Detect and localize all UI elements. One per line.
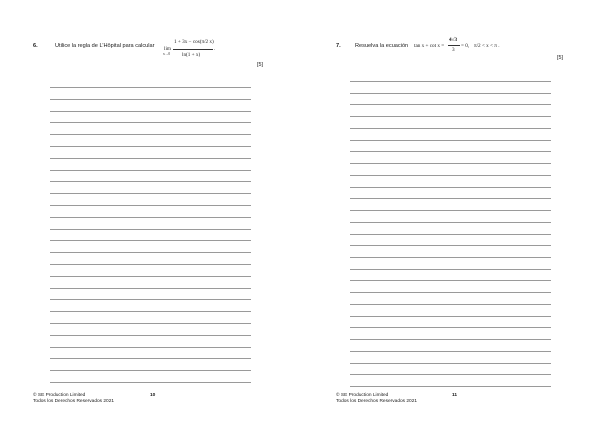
answer-line bbox=[350, 269, 551, 270]
question-text: Utilice la regla de L’Hôpital para calcular bbox=[55, 43, 155, 49]
answer-line bbox=[350, 292, 551, 293]
answer-line bbox=[350, 175, 551, 176]
answer-line bbox=[50, 158, 251, 159]
answer-line bbox=[50, 229, 251, 230]
answer-line bbox=[50, 276, 251, 277]
marks-label: [5] bbox=[257, 62, 263, 68]
answer-line bbox=[350, 210, 551, 211]
fraction-bar bbox=[448, 45, 460, 46]
answer-line bbox=[50, 205, 251, 206]
answer-line bbox=[350, 351, 551, 352]
answer-line bbox=[50, 382, 251, 383]
answer-lines bbox=[350, 81, 551, 386]
page-11 bbox=[300, 0, 600, 424]
answer-line bbox=[50, 134, 251, 135]
fraction-numerator: 1 + 3x − cos(π/2 x) bbox=[174, 39, 214, 45]
equation-numerator: 4√3 bbox=[449, 37, 458, 43]
footer-copyright-block bbox=[33, 393, 114, 406]
question-number: 6. bbox=[33, 43, 38, 49]
answer-line bbox=[50, 217, 251, 218]
fraction-denominator: ln(1 + x) bbox=[182, 52, 201, 58]
answer-line bbox=[350, 81, 551, 82]
answer-line bbox=[350, 234, 551, 235]
answer-line bbox=[350, 363, 551, 364]
equation-denominator: 3 bbox=[452, 47, 455, 53]
answer-line bbox=[50, 311, 251, 312]
answer-line bbox=[50, 347, 251, 348]
limit-subscript: x→0 bbox=[163, 52, 171, 56]
answer-line bbox=[50, 240, 251, 241]
answer-line bbox=[350, 104, 551, 105]
domain-condition: π/2 < x < π . bbox=[474, 43, 500, 49]
answer-line bbox=[50, 111, 251, 112]
answer-line bbox=[50, 122, 251, 123]
answer-line bbox=[50, 146, 251, 147]
footer-copyright: © SE Production Limited bbox=[33, 393, 86, 398]
answer-line bbox=[350, 163, 551, 164]
answer-line bbox=[50, 252, 251, 253]
answer-line bbox=[350, 140, 551, 141]
answer-line bbox=[350, 374, 551, 375]
answer-line bbox=[50, 193, 251, 194]
answer-line bbox=[350, 316, 551, 317]
answer-line bbox=[50, 323, 251, 324]
answer-line bbox=[50, 264, 251, 265]
answer-line bbox=[50, 87, 251, 88]
footer-copyright-block bbox=[336, 393, 417, 406]
answer-line bbox=[50, 358, 251, 359]
answer-line bbox=[50, 288, 251, 289]
answer-line bbox=[350, 93, 551, 94]
answer-line bbox=[350, 128, 551, 129]
answer-line bbox=[350, 257, 551, 258]
footer-rights: Todos los Derechos Reservados 2021 bbox=[336, 399, 418, 405]
answer-line bbox=[350, 116, 551, 117]
page-10: 6. Utilice la regla de L’Hôpital para calcular lim x→0 1 + 3x − cos(π/2 x) ln(1 + x) . [5] © SE Production Limited Todos los Derechos Reservados 2021 10 bbox=[33, 39, 263, 405]
answer-line bbox=[350, 151, 551, 152]
answer-line bbox=[50, 99, 251, 100]
equation-left: tan x + cot x = bbox=[414, 43, 445, 49]
answer-line bbox=[350, 198, 551, 199]
answer-line bbox=[350, 187, 551, 188]
answer-line bbox=[350, 386, 551, 387]
answer-line bbox=[50, 335, 251, 336]
page-number: 11 bbox=[452, 393, 458, 398]
limit-word: lim bbox=[164, 46, 171, 52]
footer-rights: Todos los Derechos Reservados 2021 bbox=[33, 399, 115, 405]
answer-line bbox=[350, 327, 551, 328]
answer-line bbox=[50, 181, 251, 182]
answer-line bbox=[50, 170, 251, 171]
question-number: 7. bbox=[336, 43, 341, 49]
answer-line bbox=[350, 222, 551, 223]
question-text: Resuelva la ecuación bbox=[355, 43, 409, 49]
answer-line bbox=[350, 280, 551, 281]
answer-line bbox=[350, 339, 551, 340]
marks-label: [5] bbox=[557, 55, 563, 61]
fraction-bar bbox=[173, 49, 213, 50]
answer-line bbox=[350, 304, 551, 305]
footer-copyright: © SE Production Limited bbox=[336, 393, 389, 398]
page-number: 10 bbox=[150, 393, 156, 398]
equation-tail: = 0, bbox=[461, 43, 470, 49]
answer-lines bbox=[50, 87, 251, 382]
answer-line bbox=[350, 245, 551, 246]
answer-line bbox=[50, 370, 251, 371]
answer-line bbox=[50, 299, 251, 300]
